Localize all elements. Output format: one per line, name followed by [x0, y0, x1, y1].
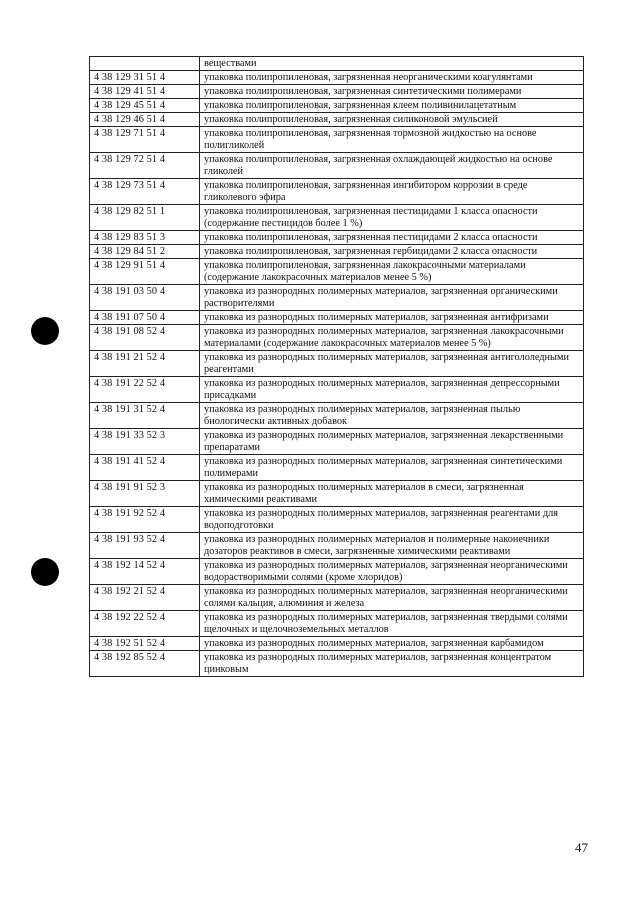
waste-code-cell: 4 38 192 85 52 4 — [90, 651, 200, 677]
table-row — [90, 179, 584, 205]
table-row — [90, 611, 584, 637]
waste-description-cell: упаковка из разнородных полимерных материалов, загрязненная лекарственными препаратами — [200, 429, 584, 455]
waste-code-cell: 4 38 191 31 52 4 — [90, 403, 200, 429]
table-row — [90, 481, 584, 507]
waste-code-cell: 4 38 129 91 51 4 — [90, 259, 200, 285]
waste-description-cell: упаковка из разнородных полимерных материалов, загрязненная карбамидом — [200, 637, 584, 651]
waste-code-cell: 4 38 129 73 51 4 — [90, 179, 200, 205]
table-row — [90, 585, 584, 611]
waste-code-cell: 4 38 191 22 52 4 — [90, 377, 200, 403]
waste-code-cell: 4 38 192 51 52 4 — [90, 637, 200, 651]
waste-description-cell: упаковка полипропиленовая, загрязненная тормозной жидкостью на основе полигликолей — [200, 127, 584, 153]
table-row — [90, 325, 584, 351]
binder-hole — [31, 558, 59, 586]
page-number: 47 — [575, 840, 588, 855]
table-row — [90, 113, 584, 127]
waste-code-cell: 4 38 191 41 52 4 — [90, 455, 200, 481]
waste-description-cell: упаковка из разнородных полимерных материалов, загрязненная концентратом цинковым — [200, 651, 584, 677]
waste-code-cell: 4 38 129 45 51 4 — [90, 99, 200, 113]
waste-code-cell: 4 38 192 14 52 4 — [90, 559, 200, 585]
waste-description-cell: упаковка полипропиленовая, загрязненная ингибитором коррозии в среде гликолевого эфира — [200, 179, 584, 205]
table-row — [90, 637, 584, 651]
table-row — [90, 651, 584, 677]
waste-code-cell: 4 38 129 46 51 4 — [90, 113, 200, 127]
waste-code-cell: 4 38 191 08 52 4 — [90, 325, 200, 351]
waste-code-cell: 4 38 191 93 52 4 — [90, 533, 200, 559]
table-row — [90, 285, 584, 311]
waste-description-cell: упаковка из разнородных полимерных материалов в смеси, загрязненная химическими реактивами — [200, 481, 584, 507]
waste-code-cell: 4 38 192 22 52 4 — [90, 611, 200, 637]
waste-code-cell: 4 38 191 07 50 4 — [90, 311, 200, 325]
waste-code-cell: 4 38 192 21 52 4 — [90, 585, 200, 611]
waste-description-cell: упаковка полипропиленовая, загрязненная охлаждающей жидкостью на основе гликолей — [200, 153, 584, 179]
waste-description-cell: упаковка полипропиленовая, загрязненная силиконовой эмульсией — [200, 113, 584, 127]
waste-code-cell: 4 38 129 41 51 4 — [90, 85, 200, 99]
waste-code-cell: 4 38 129 71 51 4 — [90, 127, 200, 153]
waste-description-cell: упаковка полипропиленовая, загрязненная пестицидами 1 класса опасности (содержание пестицидов более 1 %) — [200, 205, 584, 231]
table-row — [90, 57, 584, 71]
waste-code-cell: 4 38 191 91 52 3 — [90, 481, 200, 507]
table-row — [90, 205, 584, 231]
table-row — [90, 311, 584, 325]
waste-description-cell: упаковка из разнородных полимерных материалов, загрязненная неорганическими солями кальция, алюминия и железа — [200, 585, 584, 611]
table-row — [90, 377, 584, 403]
table-row — [90, 259, 584, 285]
table-row — [90, 351, 584, 377]
waste-code-cell: 4 38 191 92 52 4 — [90, 507, 200, 533]
table-row — [90, 429, 584, 455]
waste-description-cell: упаковка полипропиленовая, загрязненная клеем поливинилацетатным — [200, 99, 584, 113]
waste-code-cell: 4 38 129 72 51 4 — [90, 153, 200, 179]
waste-code-cell: 4 38 129 84 51 2 — [90, 245, 200, 259]
table-row — [90, 85, 584, 99]
table-row — [90, 231, 584, 245]
waste-description-cell: веществами — [200, 57, 584, 71]
waste-description-cell: упаковка полипропиленовая, загрязненная неорганическими коагулянтами — [200, 71, 584, 85]
waste-code-cell: 4 38 191 03 50 4 — [90, 285, 200, 311]
waste-description-cell: упаковка из разнородных полимерных материалов и полимерные наконечники дозаторов реактивов в смеси, загрязненные химическими реактивами — [200, 533, 584, 559]
waste-code-cell: 4 38 191 21 52 4 — [90, 351, 200, 377]
waste-description-cell: упаковка из разнородных полимерных материалов, загрязненная реагентами для водоподготовки — [200, 507, 584, 533]
table-row — [90, 533, 584, 559]
waste-description-cell: упаковка из разнородных полимерных материалов, загрязненная органическими растворителями — [200, 285, 584, 311]
waste-description-cell: упаковка из разнородных полимерных материалов, загрязненная неорганическими водорастворимыми солями (кроме хлоридов) — [200, 559, 584, 585]
table-row — [90, 559, 584, 585]
waste-description-cell: упаковка из разнородных полимерных материалов, загрязненная пылью биологически активных добавок — [200, 403, 584, 429]
waste-description-cell: упаковка полипропиленовая, загрязненная пестицидами 2 класса опасности — [200, 231, 584, 245]
table-row — [90, 245, 584, 259]
waste-description-cell: упаковка полипропиленовая, загрязненная гербицидами 2 класса опасности — [200, 245, 584, 259]
waste-description-cell: упаковка из разнородных полимерных материалов, загрязненная антигололедными реагентами — [200, 351, 584, 377]
table-row — [90, 455, 584, 481]
waste-code-cell — [90, 57, 200, 71]
waste-description-cell: упаковка полипропиленовая, загрязненная лакокрасочными материалами (содержание лакокрасочных материалов менее 5 %) — [200, 259, 584, 285]
waste-code-cell: 4 38 191 33 52 3 — [90, 429, 200, 455]
table-row — [90, 153, 584, 179]
waste-description-cell: упаковка полипропиленовая, загрязненная синтетическими полимерами — [200, 85, 584, 99]
waste-description-cell: упаковка из разнородных полимерных материалов, загрязненная синтетическими полимерами — [200, 455, 584, 481]
waste-description-cell: упаковка из разнородных полимерных материалов, загрязненная антифризами — [200, 311, 584, 325]
waste-description-cell: упаковка из разнородных полимерных материалов, загрязненная депрессорными присадками — [200, 377, 584, 403]
waste-code-cell: 4 38 129 31 51 4 — [90, 71, 200, 85]
waste-description-cell: упаковка из разнородных полимерных материалов, загрязненная лакокрасочными материалами (содержание лакокрасочных материалов менее 5 %) — [200, 325, 584, 351]
table-row — [90, 99, 584, 113]
table-row — [90, 403, 584, 429]
table-row — [90, 71, 584, 85]
waste-description-cell: упаковка из разнородных полимерных материалов, загрязненная твердыми солями щелочных и щелочноземельных металлов — [200, 611, 584, 637]
waste-code-cell: 4 38 129 82 51 1 — [90, 205, 200, 231]
waste-classification-table — [89, 56, 584, 677]
waste-code-cell: 4 38 129 83 51 3 — [90, 231, 200, 245]
table-row — [90, 507, 584, 533]
binder-hole — [31, 317, 59, 345]
table-row — [90, 127, 584, 153]
